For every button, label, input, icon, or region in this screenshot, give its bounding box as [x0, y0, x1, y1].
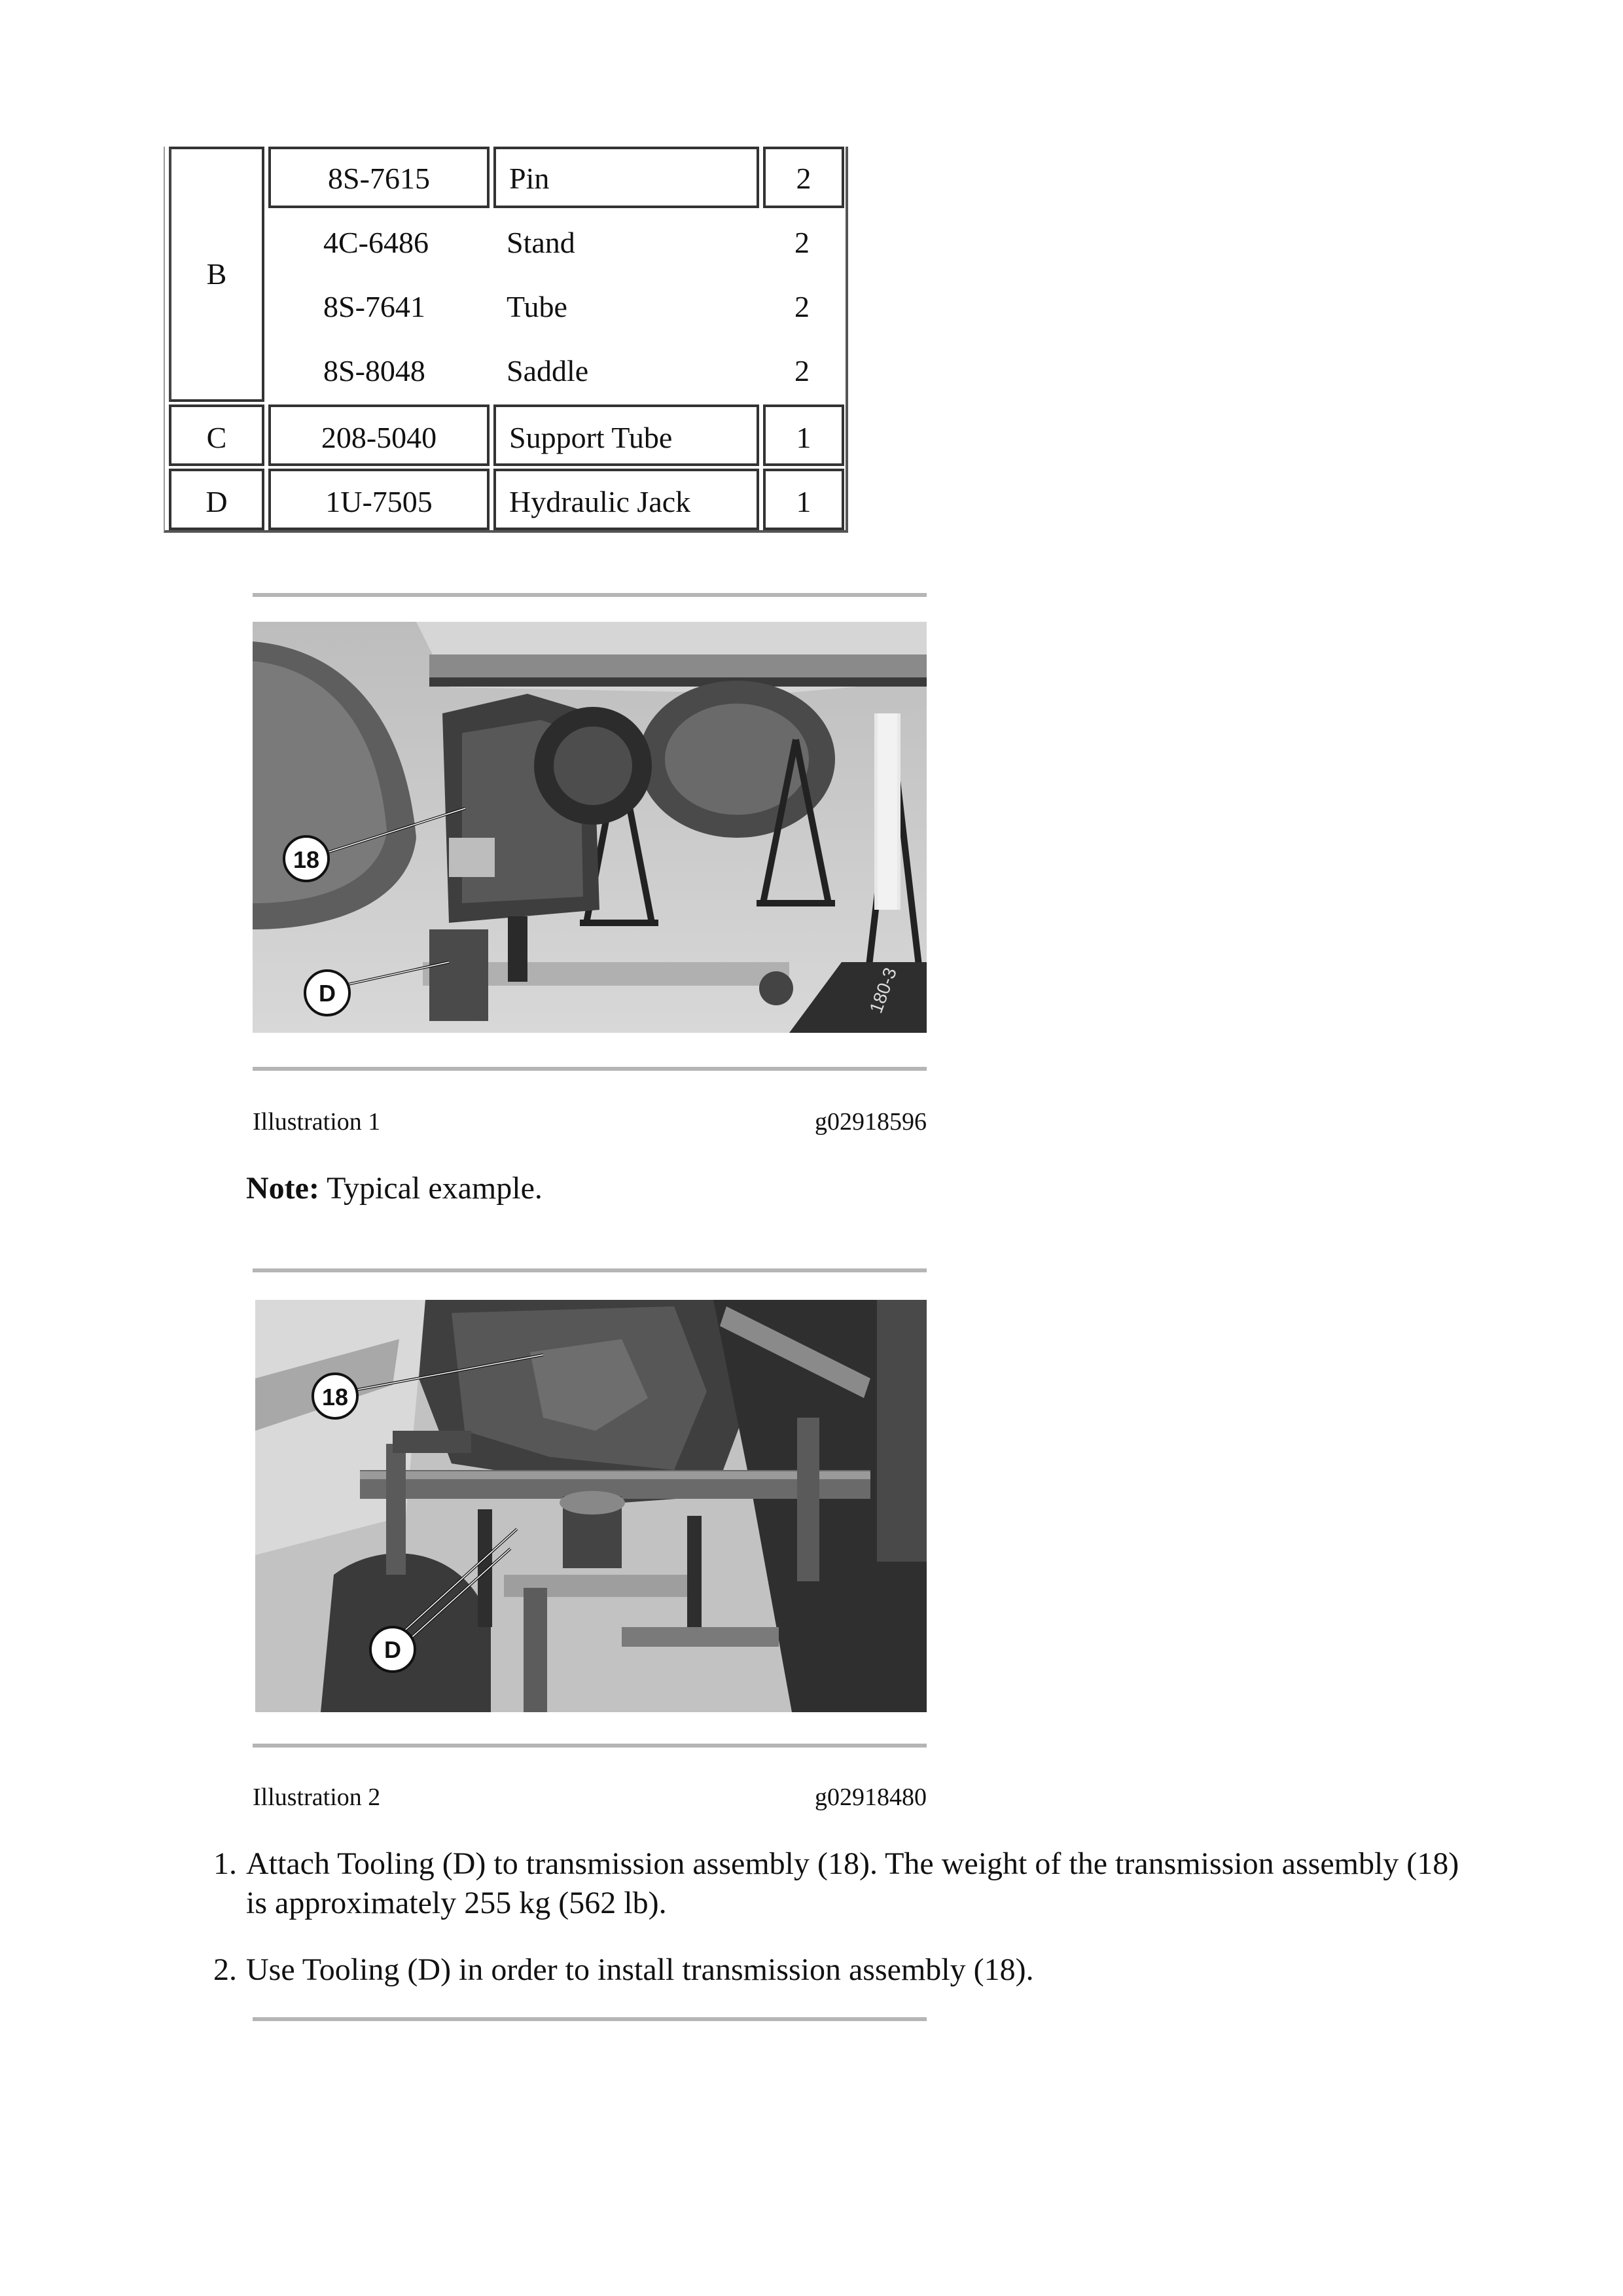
- table-row-description: Tube: [507, 290, 567, 323]
- callout-d: [305, 971, 349, 1015]
- figure-caption: Illustration 1: [253, 1108, 381, 1136]
- illustration-2-photo: [255, 1300, 927, 1712]
- step-text: Use Tooling (D) in order to install transmission assembly (18).: [246, 1952, 1034, 1987]
- table-row-part-number: 8S-8048: [323, 354, 425, 387]
- figure-bottom-rule: [253, 1067, 927, 1071]
- step-number: 2.: [213, 1952, 237, 1987]
- table-row-part-number: 8S-7615: [268, 147, 490, 208]
- figure-graphic-id: g02918596: [815, 1108, 927, 1136]
- figure-caption: Illustration 2: [253, 1784, 381, 1811]
- figure-graphic-id: g02918480: [815, 1784, 927, 1811]
- table-row-description: Stand: [507, 226, 575, 259]
- figure-top-rule: [253, 593, 927, 597]
- illustration-1-photo: [253, 622, 927, 1033]
- table-group-cell-c: C: [169, 404, 264, 466]
- table-row-part-number: 4C-6486: [323, 226, 429, 259]
- step-text: Attach Tooling (D) to transmission assembly (18). The weight of the transmission assembly (18) is approximately 255 kg (562 lb).: [246, 1846, 1459, 1920]
- table-row-description: Saddle: [507, 354, 589, 387]
- section-end-rule: [253, 2017, 927, 2021]
- table-group-label: B: [206, 257, 227, 291]
- note-label: Note:: [246, 1171, 319, 1206]
- table-row-quantity: 1: [763, 469, 844, 530]
- svg-text:D: D: [319, 980, 336, 1007]
- photo-stand-marking: 180-3: [865, 965, 901, 1016]
- table-row-quantity: 2: [794, 290, 810, 323]
- note-text: Typical example.: [319, 1171, 543, 1206]
- table-row-part-number: 8S-7641: [323, 290, 425, 323]
- svg-text:18: 18: [321, 1384, 349, 1410]
- callout-18: [313, 1374, 357, 1418]
- table-row-quantity: 1: [763, 404, 844, 466]
- table-row-description: Pin: [493, 147, 759, 208]
- table-row-part-number: 1U-7505: [268, 469, 490, 530]
- figure-bottom-rule: [253, 1744, 927, 1748]
- step-number: 1.: [213, 1846, 237, 1881]
- table-row-description: Hydraulic Jack: [493, 469, 759, 530]
- note: [246, 1170, 543, 1206]
- figure-top-rule: [253, 1268, 927, 1272]
- table-row-quantity: 2: [794, 354, 810, 387]
- table-group-cell-b: [169, 147, 264, 402]
- table-row-part-number: 208-5040: [268, 404, 490, 466]
- svg-text:D: D: [384, 1636, 401, 1663]
- callout-18: [284, 836, 329, 881]
- table-row-quantity: 2: [794, 226, 810, 259]
- svg-text:18: 18: [293, 846, 320, 873]
- table-group-cell-d: D: [169, 469, 264, 530]
- callout-d: [370, 1627, 415, 1672]
- table-row-description: Support Tube: [493, 404, 759, 466]
- table-row-quantity: 2: [763, 147, 844, 208]
